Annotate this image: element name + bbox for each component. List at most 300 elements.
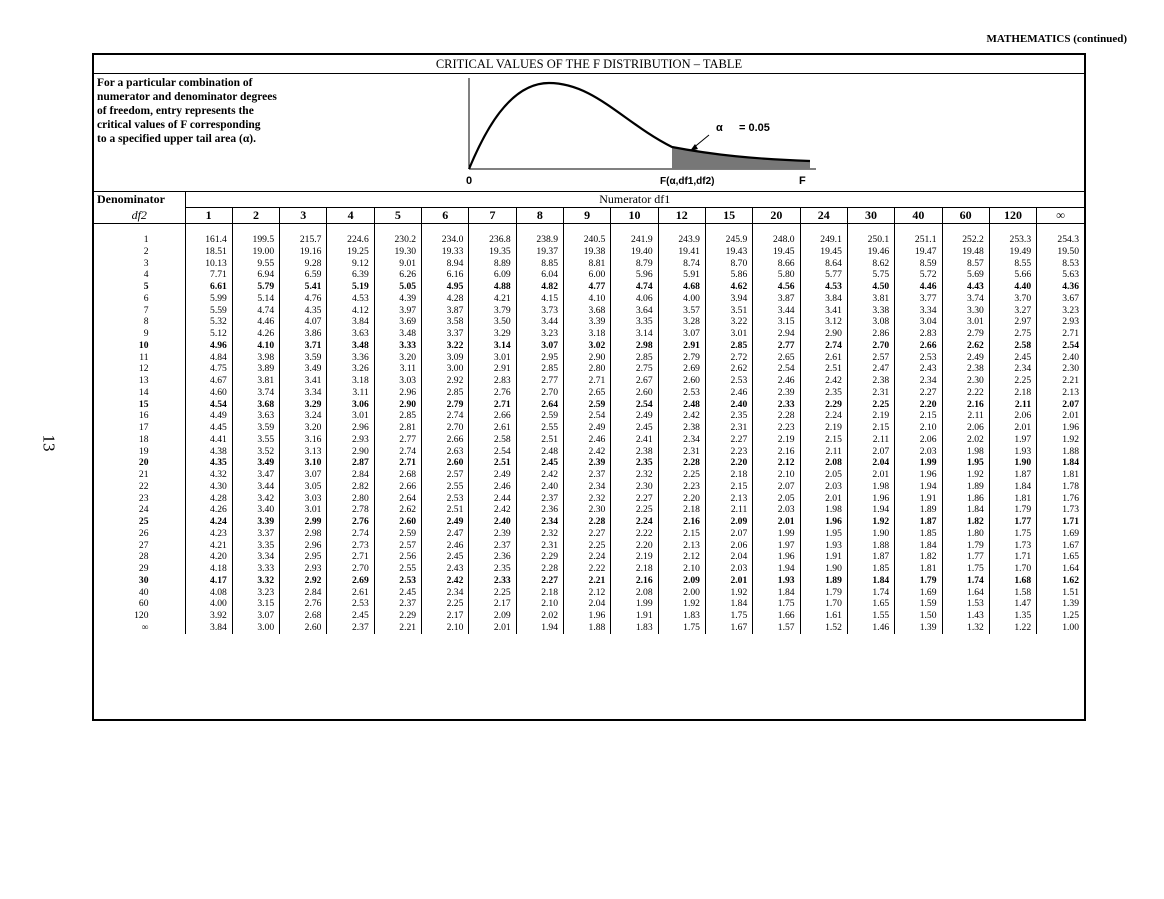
table-cell: 3.11 [327,387,374,399]
table-cell: 2.71 [564,375,611,387]
table-cell: 2.04 [847,457,894,469]
table-cell: 2.10 [753,469,800,481]
table-cell: 1.87 [989,469,1036,481]
table-cell: 2.49 [564,422,611,434]
table-cell: 4.07 [280,316,327,328]
table-cell: 1.98 [800,504,847,516]
table-cell: 2.44 [469,493,516,505]
table-cell: 3.23 [516,328,563,340]
column-header: 15 [705,208,752,224]
row-df-label: ∞ [141,621,149,633]
table-cell: 2.34 [989,363,1036,375]
table-cell: 1.80 [942,528,989,540]
table-cell: 4.15 [516,293,563,305]
table-cell: 2.98 [611,340,658,352]
table-cell: 1.62 [1037,575,1084,587]
table-cell: 1.39 [1037,598,1084,610]
table-cell: 2.20 [895,399,942,411]
table-cell: 2.19 [611,551,658,563]
table-cell: 3.68 [232,399,279,411]
table-cell: 2.47 [847,363,894,375]
table-cell: 4.68 [658,281,705,293]
table-cell: 1.71 [989,551,1036,563]
table-cell: 1.79 [989,504,1036,516]
table-cell: 254.3 [1037,234,1084,246]
table-cell: 2.02 [516,610,563,622]
column-header: 24 [800,208,847,224]
table-row [94,375,1084,387]
table-cell: 3.35 [232,540,279,552]
table-cell: 2.03 [895,446,942,458]
row-df-label: 1 [143,234,149,245]
table-cell: 2.85 [611,352,658,364]
table-cell: 2.12 [753,457,800,469]
table-cell: 19.30 [374,246,421,258]
table-cell: 1.88 [847,540,894,552]
table-cell: 2.39 [564,457,611,469]
table-row [94,340,1084,352]
table-cell: 2.41 [611,434,658,446]
table-cell: 3.02 [564,340,611,352]
table-row [94,422,1084,434]
table-cell: 2.25 [847,399,894,411]
table-cell: 3.15 [232,598,279,610]
table-cell: 2.10 [422,622,469,634]
row-df-label: 14 [138,386,149,398]
table-cell: 3.41 [280,375,327,387]
table-cell: 5.32 [185,316,232,328]
table-cell: 2.28 [753,410,800,422]
table-cell: 2.45 [327,610,374,622]
table-cell: 2.60 [422,457,469,469]
table-cell: 1.94 [895,481,942,493]
table-cell: 3.22 [422,340,469,352]
table-cell: 6.26 [374,269,421,281]
table-cell: 1.75 [942,563,989,575]
table-cell: 2.18 [989,387,1036,399]
table-cell: 2.91 [469,363,516,375]
table-cell: 1.82 [942,516,989,528]
table-cell: 4.06 [611,293,658,305]
table-row [94,504,1084,516]
table-cell: 2.35 [611,457,658,469]
row-df-label: 4 [143,269,149,281]
table-cell: 5.69 [942,269,989,281]
table-cell: 2.60 [280,622,327,634]
table-cell: 19.40 [611,246,658,258]
table-row [94,246,1084,258]
table-cell: 4.49 [185,410,232,422]
table-cell: 2.09 [705,516,752,528]
table-cell: 3.22 [705,316,752,328]
row-df-label: 40 [138,586,149,598]
table-cell: 2.75 [989,328,1036,340]
row-df-label: 27 [138,539,149,551]
table-row [94,387,1084,399]
table-cell: 2.91 [658,340,705,352]
table-title: CRITICAL VALUES OF THE F DISTRIBUTION – TABLE [94,55,1084,74]
table-cell: 3.14 [611,328,658,340]
table-cell: 2.96 [327,422,374,434]
table-cell: 1.81 [895,563,942,575]
table-cell: 2.08 [611,587,658,599]
table-cell: 2.11 [705,504,752,516]
numerator-label-text: Numerator df1 [599,192,671,206]
table-cell: 2.55 [374,563,421,575]
intro-line: critical values of F corresponding [97,119,261,131]
table-cell: 2.97 [989,316,1036,328]
table-cell: 2.71 [469,399,516,411]
table-cell: 2.46 [564,434,611,446]
table-row [94,305,1084,317]
table-cell: 1.59 [895,598,942,610]
table-cell: 1.84 [895,540,942,552]
table-cell: 1.93 [800,540,847,552]
table-cell: 248.0 [753,234,800,246]
table-row [94,446,1084,458]
table-cell: 2.01 [1037,410,1084,422]
table-cell: 2.71 [374,457,421,469]
row-df-label: 16 [138,410,149,422]
table-cell: 2.05 [800,469,847,481]
column-header: 3 [280,208,327,224]
table-cell: 1.64 [942,587,989,599]
table-cell: 2.45 [374,587,421,599]
spacer-cell [989,224,1036,235]
table-row [94,328,1084,340]
table-cell: 1.99 [753,528,800,540]
table-cell: 2.01 [847,469,894,481]
table-cell: 2.84 [280,587,327,599]
table-cell: 2.30 [564,504,611,516]
intro-line: to a specified upper tail area (α). [97,133,256,145]
table-row [94,434,1084,446]
table-cell: 2.74 [374,446,421,458]
table-cell: 2.70 [847,340,894,352]
table-cell: 5.63 [1037,269,1084,281]
table-cell: 2.57 [422,469,469,481]
table-cell: 5.99 [185,293,232,305]
table-cell: 7.71 [185,269,232,281]
table-cell: 8.74 [658,258,705,270]
column-header: 30 [847,208,894,224]
spacer-cell [232,224,279,235]
intro-line: numerator and denominator degrees [97,91,277,103]
table-cell: 2.15 [847,422,894,434]
table-cell: 2.21 [564,575,611,587]
table-cell: 2.16 [942,399,989,411]
table-cell: 2.31 [516,540,563,552]
table-cell: 4.46 [895,281,942,293]
table-cell: 3.39 [232,516,279,528]
table-cell: 1.90 [989,457,1036,469]
table-cell: 2.42 [800,375,847,387]
spacer-cell [469,224,516,235]
table-cell: 1.86 [942,493,989,505]
table-cell: 1.55 [847,610,894,622]
table-cell: 3.07 [516,340,563,352]
table-cell: 3.68 [564,305,611,317]
table-cell: 3.01 [280,504,327,516]
table-cell: 1.46 [847,622,894,634]
table-cell: 2.77 [516,375,563,387]
table-cell: 3.37 [232,528,279,540]
table-cell: 2.65 [564,387,611,399]
table-cell: 2.45 [611,422,658,434]
table-cell: 2.29 [374,610,421,622]
table-row [94,469,1084,481]
table-cell: 2.95 [280,551,327,563]
table-row [94,352,1084,364]
table-cell: 1.82 [895,551,942,563]
table-cell: 2.20 [611,540,658,552]
table-cell: 3.49 [232,457,279,469]
table-cell: 2.13 [658,540,705,552]
table-cell: 1.00 [1037,622,1084,634]
table-cell: 18.51 [185,246,232,258]
table-cell: 251.1 [895,234,942,246]
table-cell: 8.66 [753,258,800,270]
table-cell: 2.29 [800,399,847,411]
table-cell: 2.51 [800,363,847,375]
table-cell: 2.59 [564,399,611,411]
table-cell: 2.11 [942,410,989,422]
table-cell: 3.97 [374,305,421,317]
table-row [94,363,1084,375]
table-cell: 2.11 [989,399,1036,411]
row-df-label: 20 [138,457,149,469]
table-cell: 4.50 [847,281,894,293]
column-header: 6 [422,208,469,224]
table-cell: 2.59 [374,528,421,540]
table-cell: 2.30 [1037,363,1084,375]
table-cell: 2.42 [658,410,705,422]
table-cell: 4.17 [185,575,232,587]
table-cell: 2.92 [422,375,469,387]
zero-label: 0 [466,175,473,187]
spacer-cell [374,224,421,235]
table-cell: 1.87 [847,551,894,563]
table-cell: 2.85 [374,410,421,422]
table-cell: 2.93 [280,563,327,575]
table-cell: 1.92 [658,598,705,610]
table-cell: 2.18 [611,563,658,575]
table-cell: 1.95 [942,457,989,469]
table-cell: 2.40 [1037,352,1084,364]
table-cell: 1.89 [895,504,942,516]
table-cell: 19.41 [658,246,705,258]
table-cell: 4.10 [232,340,279,352]
table-cell: 2.27 [516,575,563,587]
table-cell: 1.96 [895,469,942,481]
table-cell: 6.04 [516,269,563,281]
table-row [94,575,1084,587]
table-cell: 1.84 [1037,457,1084,469]
table-cell: 3.55 [232,434,279,446]
table-cell: 1.75 [658,622,705,634]
table-cell: 2.83 [895,328,942,340]
table-cell: 2.71 [1037,328,1084,340]
table-cell: 6.94 [232,269,279,281]
table-cell: 2.28 [516,563,563,575]
table-cell: 6.39 [327,269,374,281]
table-cell: 1.74 [942,575,989,587]
table-cell: 3.29 [469,328,516,340]
table-cell: 2.07 [753,481,800,493]
table-cell: 2.77 [753,340,800,352]
table-cell: 1.79 [895,575,942,587]
table-cell: 3.26 [327,363,374,375]
table-cell: 2.46 [422,540,469,552]
table-cell: 1.83 [658,610,705,622]
table-cell: 2.94 [753,328,800,340]
table-cell: 3.33 [232,563,279,575]
table-cell: 2.27 [611,493,658,505]
table-cell: 3.01 [705,328,752,340]
table-cell: 2.24 [611,516,658,528]
spacer-cell [94,224,185,235]
table-cell: 2.02 [942,434,989,446]
table-cell: 1.67 [1037,540,1084,552]
table-cell: 9.55 [232,258,279,270]
table-cell: 4.32 [185,469,232,481]
table-cell: 3.29 [280,399,327,411]
table-cell: 2.58 [469,434,516,446]
table-cell: 4.45 [185,422,232,434]
table-cell: 2.34 [658,434,705,446]
table-cell: 2.16 [753,446,800,458]
table-cell: 3.35 [611,316,658,328]
spacer-cell [942,224,989,235]
table-cell: 4.76 [280,293,327,305]
table-cell: 2.01 [800,493,847,505]
table-cell: 1.98 [847,481,894,493]
table-cell: 2.19 [800,422,847,434]
table-cell: 2.37 [516,493,563,505]
table-cell: 3.18 [564,328,611,340]
table-cell: 1.85 [895,528,942,540]
table-cell: 2.25 [611,504,658,516]
table-cell: 2.40 [516,481,563,493]
table-cell: 2.32 [564,493,611,505]
table-cell: 2.37 [327,622,374,634]
row-df-label: 23 [138,492,149,504]
table-cell: 5.14 [232,293,279,305]
table-cell: 2.35 [469,563,516,575]
table-cell: 2.22 [564,563,611,575]
table-cell: 19.45 [800,246,847,258]
table-cell: 3.63 [232,410,279,422]
table-cell: 1.75 [753,598,800,610]
table-row [94,481,1084,493]
table-row [94,316,1084,328]
table-cell: 2.99 [280,516,327,528]
table-cell: 2.53 [327,598,374,610]
table-cell: 4.35 [280,305,327,317]
row-df-label: 30 [138,574,149,586]
table-cell: 1.94 [753,563,800,575]
spacer-cell [516,224,563,235]
table-cell: 5.05 [374,281,421,293]
table-cell: 4.26 [185,504,232,516]
column-header: 12 [658,208,705,224]
table-cell: 2.68 [280,610,327,622]
table-cell: 1.75 [705,610,752,622]
spacer-cell [280,224,327,235]
table-cell: 2.98 [280,528,327,540]
table-cell: 1.52 [800,622,847,634]
critical-value-label: F(α,df1,df2) [660,176,715,187]
table-cell: 4.21 [469,293,516,305]
table-cell: 2.42 [564,446,611,458]
table-cell: 2.27 [895,387,942,399]
table-cell: 2.25 [422,598,469,610]
numerator-label [185,192,1084,208]
table-cell: 253.3 [989,234,1036,246]
table-cell: 2.18 [516,587,563,599]
table-row [94,563,1084,575]
table-cell: 2.48 [658,399,705,411]
table-cell: 4.10 [564,293,611,305]
row-df-label: 6 [143,292,149,304]
table-cell: 1.99 [611,598,658,610]
table-cell: 2.09 [469,610,516,622]
table-cell: 8.59 [895,258,942,270]
table-cell: 3.12 [800,316,847,328]
table-cell: 2.76 [327,516,374,528]
table-cell: 2.82 [327,481,374,493]
table-cell: 2.27 [705,434,752,446]
table-cell: 2.15 [705,481,752,493]
table-cell: 3.03 [374,375,421,387]
f-critical-values-table [94,191,1084,634]
table-cell: 2.03 [753,504,800,516]
table-cell: 8.79 [611,258,658,270]
table-cell: 1.92 [705,587,752,599]
spacer-cell [753,224,800,235]
table-cell: 2.12 [658,551,705,563]
table-cell: 234.0 [422,234,469,246]
table-cell: 2.15 [895,410,942,422]
table-cell: 2.53 [422,493,469,505]
table-cell: 2.74 [327,528,374,540]
table-cell: 2.15 [800,434,847,446]
table-cell: 3.84 [800,293,847,305]
table-cell: 3.33 [374,340,421,352]
table-cell: 2.24 [564,551,611,563]
table-cell: 2.45 [422,551,469,563]
table-cell: 3.39 [564,316,611,328]
table-cell: 4.62 [705,281,752,293]
table-row [94,528,1084,540]
table-cell: 2.10 [895,422,942,434]
table-cell: 4.26 [232,328,279,340]
table-cell: 3.44 [232,481,279,493]
header-row-2 [94,208,1084,224]
table-cell: 3.47 [232,469,279,481]
spacer-cell [611,224,658,235]
table-cell: 3.34 [895,305,942,317]
table-cell: 2.80 [564,363,611,375]
table-cell: 249.1 [800,234,847,246]
header-row-1 [94,192,1084,208]
row-df-label: 22 [138,480,149,492]
spacer-cell [422,224,469,235]
table-cell: 3.05 [280,481,327,493]
table-cell: 1.67 [705,622,752,634]
table-cell: 2.35 [800,387,847,399]
table-cell: 1.88 [564,622,611,634]
